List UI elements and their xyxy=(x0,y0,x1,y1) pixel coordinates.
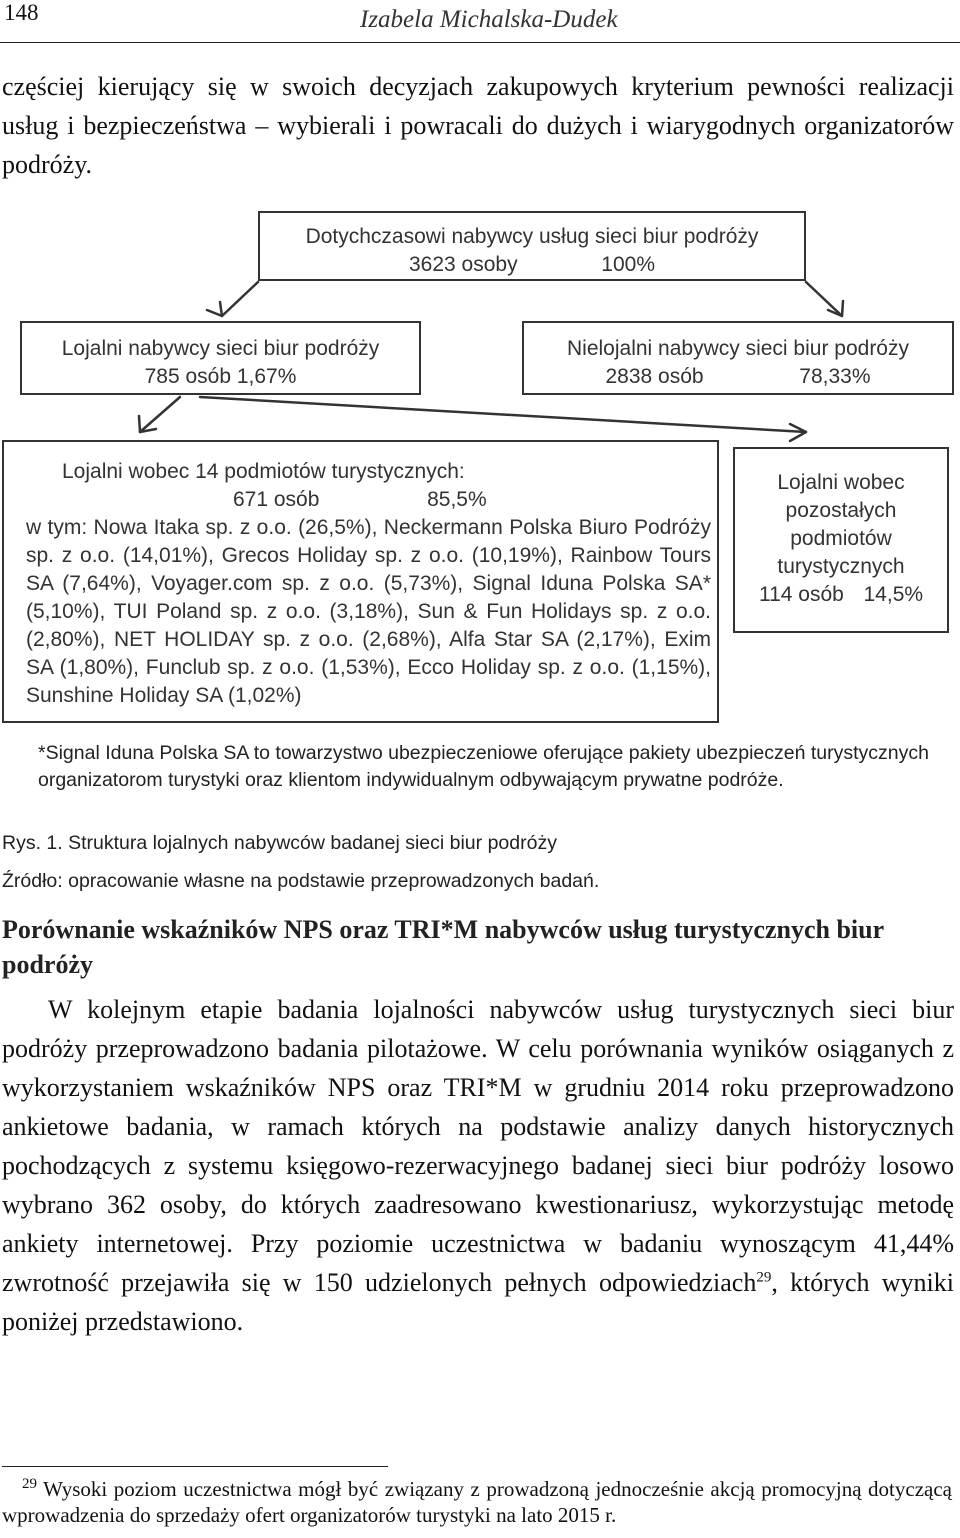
loyal14-percent: 85,5% xyxy=(427,488,487,511)
diagram-box-disloyal xyxy=(522,321,954,395)
page-number: 148 xyxy=(4,0,39,25)
footnote-text: Wysoki poziom uczestnictwa mógł być związany z prowadzoną jednocześnie akcją promocyjną dotyczącą wprowadzenia do sprzedaży ofert organizatorów turystyki na lato 2015 r. xyxy=(2,1477,952,1527)
loyal14-label: Lojalni wobec 14 podmiotów turystycznych: xyxy=(62,460,465,483)
footnote xyxy=(2,1476,952,1528)
footnote-rule xyxy=(2,1466,388,1467)
paragraph-text-end: , których wyniki poniżej przedstawiono. xyxy=(2,1268,954,1336)
disloyal-percent: 78,33% xyxy=(799,365,871,388)
loyal-percent: 1,67% xyxy=(236,365,297,388)
disloyal-count: 2838 osób xyxy=(605,365,704,388)
arrow-loyal-to-loyal14 xyxy=(140,397,180,432)
all-customers-count: 3623 osoby xyxy=(409,253,518,276)
signal-iduna-note: *Signal Iduna Polska SA to towarzystwo ubezpieczeniowe oferujące pakiety ubezpieczeń turystycznych organizatorom turystyki oraz klientom indywidualnym odbywającym prywatne podróże. xyxy=(38,742,929,791)
loyal14-details: w tym: Nowa Itaka sp. z o.o. (26,5%), Neckermann Polska Biuro Podróży sp. z o.o. (14,01%), Grecos Holiday sp. z o.o. (10,19%), Rainbow Tours SA (7,64%), Voyager.com sp. z o.o. (5,73%), Signal Iduna Polska SA* (5,10%), TUI Poland sp. z o.o. (3,18%), Sun & Fun Holidays sp. z o.o. (2,80%), NET HOLIDAY sp. z o.o. (2,68%), Alfa Star SA (2,17%), Exim SA (1,80%), Funclub sp. z o.o. (1,53%), Ecco Holiday sp. z o.o. (1,15%), Sunshine Holiday SA (1,02%) xyxy=(26,516,711,707)
figure-caption: Rys. 1. Struktura lojalnych nabywców badanej sieci biur podróży xyxy=(2,832,557,854)
arrow-loyal-to-other xyxy=(200,397,806,432)
diagram-box-loyal-14 xyxy=(2,440,719,723)
all-customers-label: Dotychczasowi nabywcy usług sieci biur podróży xyxy=(305,225,759,248)
all-customers-percent: 100% xyxy=(601,253,655,276)
intro-paragraph: częściej kierujący się w swoich decyzjach zakupowych kryterium pewności realizacji usług i bezpieczeństwa – wybierali i powracali do dużych i wiarygodnych organizatorów podróży. xyxy=(2,72,954,179)
disloyal-label: Nielojalni nabywcy sieci biur podróży xyxy=(567,337,909,360)
loyal-other-label: Lojalni wobec pozostałych podmiotów turystycznych xyxy=(777,471,905,578)
arrow-top-to-loyal xyxy=(222,282,258,316)
loyal14-count: 671 osób xyxy=(233,488,320,511)
paragraph-text: W kolejnym etapie badania lojalności nabywców usług turystycznych sieci biur podróży przeprowadzono badania pilotażowe. W celu porównania wyników osiąganych z wykorzystaniem wskaźników NPS oraz TRI*M w grudniu 2014 roku przeprowadzono ankietowe badania, w ramach których na podstawie analizy danych historycznych pochodzących z systemu księgowo-rezerwacyjnego badanej sieci biur podróży losowo wybrano 362 osoby, do których zaadresowano kwestionariusz, wykorzystując metodę ankiety internetowej. Przy poziomie uczestnictwa w badaniu wynoszącym 41,44% zwrotność przejawiła się w 150 udzielonych pełnych odpowiedziach xyxy=(2,995,954,1297)
diagram-box-loyal-other xyxy=(733,447,949,633)
body-paragraph xyxy=(2,990,954,1341)
arrow-top-to-disloyal xyxy=(806,282,842,316)
footnote-number: 29 xyxy=(22,1476,37,1492)
running-head-author: Izabela Michalska-Dudek xyxy=(360,6,618,33)
loyal-label: Lojalni nabywcy sieci biur podróży xyxy=(61,337,380,360)
loyal-count: 785 osób xyxy=(144,365,232,388)
footnote-ref[interactable]: 29 xyxy=(756,1269,772,1286)
diagram-box-loyal xyxy=(20,321,421,395)
figure-source: Źródło: opracowanie własne na podstawie przeprowadzonych badań. xyxy=(2,870,600,892)
section-heading: Porównanie wskaźników NPS oraz TRI*M nabywców usług turystycznych biur podróży xyxy=(2,915,884,979)
loyal-other-percent: 14,5% xyxy=(863,583,924,606)
diagram-box-all-customers xyxy=(258,211,806,281)
loyal-other-count: 114 osób xyxy=(758,583,844,606)
